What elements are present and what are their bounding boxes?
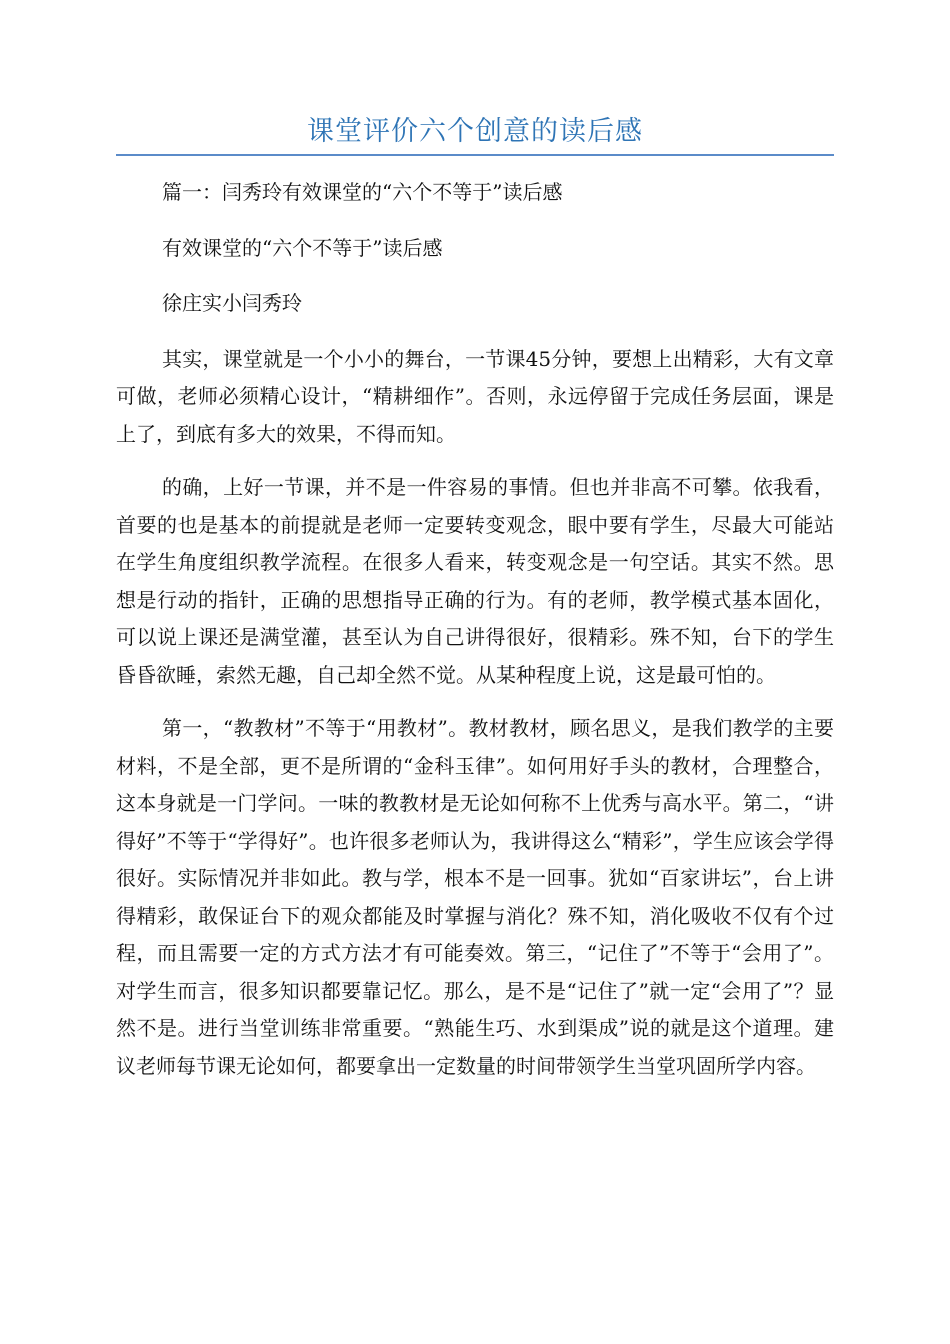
paragraph-3: 第一，“教教材”不等于“用教材”。教材教材，顾名思义，是我们教学的主要材料，不是全部，更不是所谓的“金科玉律”。如何用好手头的教材，合理整合，这本身就是一门学问。一味的教教材是无论如何称不上优秀与高水平。第二，“讲得好”不等于“学得好”。也许很多老师认为，我讲得这么“精彩”，学生应该会学得很好。实际情况并非如此。教与学，根本不是一回事。犹如“百家讲坛”，台上讲得精彩，敢保证台下的观众都能及时掌握与消化？殊不知，消化吸收不仅有个过程，而且需要一定的方式方法才有可能奏效。第三，“记住了”不等于“会用了”。对学生而言，很多知识都要靠记忆。那么，是不是“记住了”就一定“会用了”？显然不是。进行当堂训练非常重要。“熟能生巧、水到渠成”说的就是这个道理。建议老师每节课无论如何，都要拿出一定数量的时间带领学生当堂巩固所学内容。 [116,716,834,1078]
title-underline [116,154,834,156]
article-title: 有效课堂的“六个不等于”读后感 [162,235,443,260]
document-title: 课堂评价六个创意的读后感 [307,116,643,147]
paragraph-2: 的确，上好一节课，并不是一件容易的事情。但也并非高不可攀。依我看，首要的也是基本的前提就是老师一定要转变观念，眼中要有学生，尽最大可能站在学生角度组织教学流程。在很多人看来，转变观念是一句空话。其实不然。思想是行动的指针，正确的思想指导正确的行为。有的老师，教学模式基本固化，可以说上课还是满堂灌，甚至认为自己讲得很好，很精彩。殊不知，台下的学生昏昏欲睡，索然无趣，自己却全然不觉。从某种程度上说，这是最可怕的。 [116,475,834,687]
author-line: 徐庄实小闫秀玲 [162,291,302,315]
paragraph-1: 其实，课堂就是一个小小的舞台，一节课45分钟，要想上出精彩，大有文章可做，老师必须精心设计，“精耕细作”。否则，永远停留于完成任务层面，课是上了，到底有多大的效果，不得而知。 [116,346,834,446]
document-body [116,174,834,1101]
section-heading: 篇一：闫秀玲有效课堂的“六个不等于”读后感 [162,180,563,204]
